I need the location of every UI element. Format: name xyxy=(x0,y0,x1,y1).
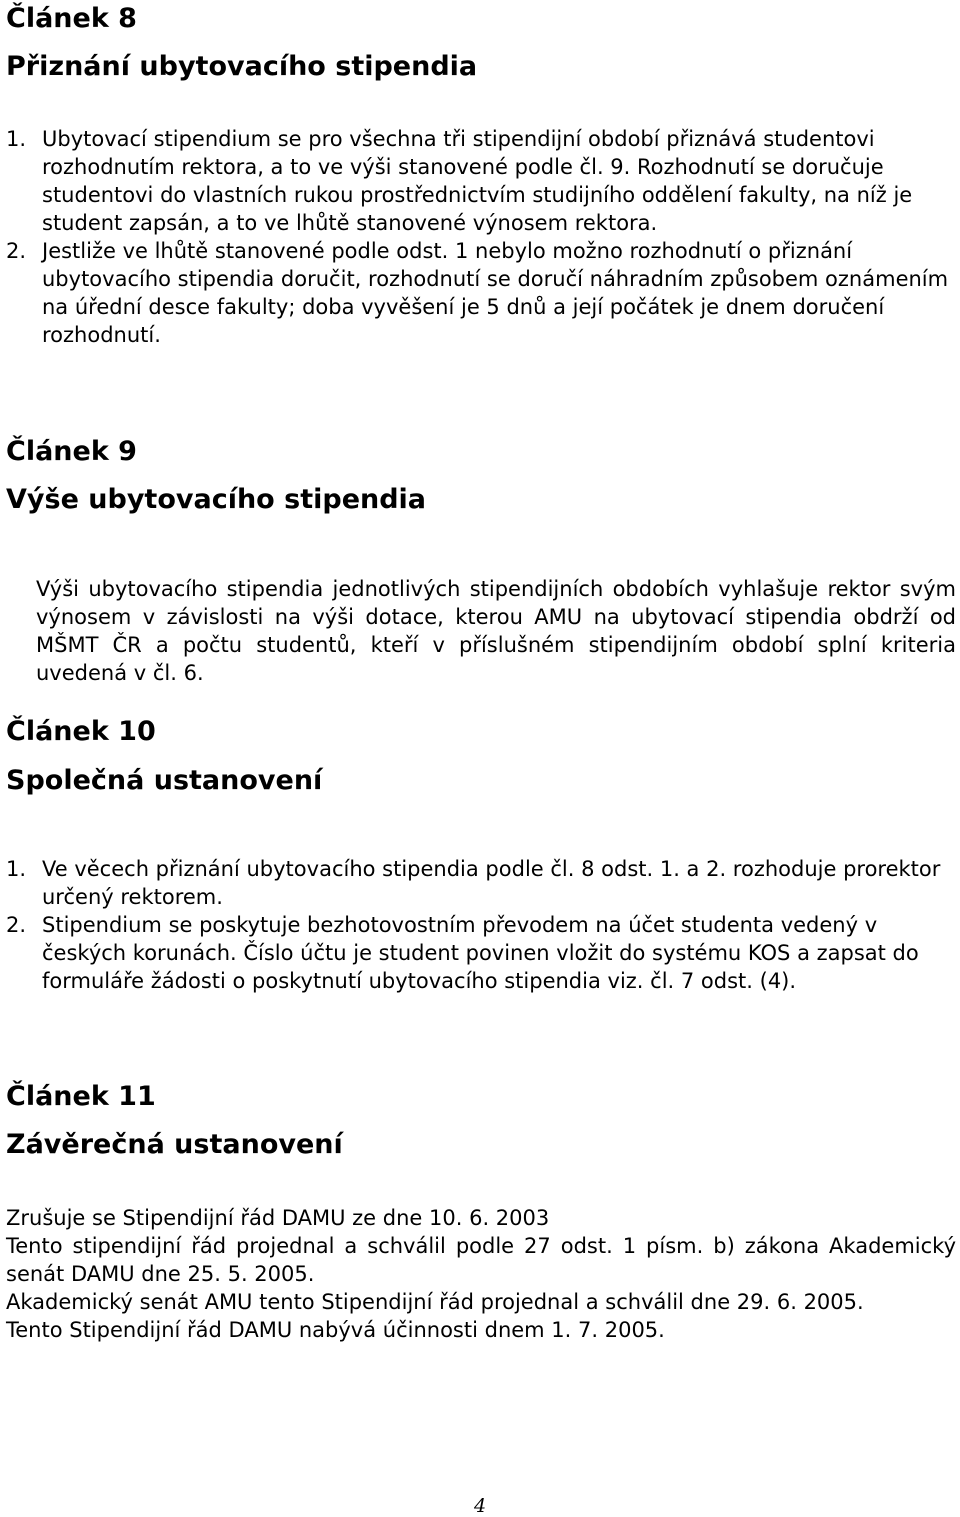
article-9-title: Výše ubytovacího stipendia xyxy=(6,484,427,515)
list-item-number: 2. xyxy=(6,239,27,263)
list-item-text: Stipendium se poskytuje bezhotovostním převodem na účet studenta vedený v českých korunách. Číslo účtu je student povinen vložit do systému KOS a zapsat do formuláře žádosti o poskytnutí ubytovacího stipendia viz. čl. 7 odst. (4). xyxy=(42,913,919,993)
page-number: 4 xyxy=(473,1495,487,1517)
list-item-number: 1. xyxy=(6,127,27,151)
article-8-list xyxy=(6,125,951,349)
closing-line: Akademický senát AMU tento Stipendijní řád projednal a schválil dne 29. 6. 2005. xyxy=(6,1290,864,1314)
article-9-paragraph: Výši ubytovacího stipendia jednotlivých stipendijních obdobích vyhlašuje rektor svým výnosem v závislosti na výši dotace, kterou AMU na ubytovací stipendia obdrží od MŠMT ČR a počtu studentů, kteří v příslušném stipendijním období splní kriteria uvedená v čl. 6. xyxy=(36,577,956,685)
list-item-text: Ubytovací stipendium se pro všechna tři stipendijní období přiznává studentovi rozhodnutím rektora, a to ve výši stanovené podle čl. 9. Rozhodnutí se doručuje studentovi do vlastních rukou prostřednictvím studijního oddělení fakulty, na níž je student zapsán, a to ve lhůtě stanovené výnosem rektora. xyxy=(42,127,913,235)
article-8-title: Přiznání ubytovacího stipendia xyxy=(6,51,478,82)
list-item-text: Ve věcech přiznání ubytovacího stipendia podle čl. 8 odst. 1. a 2. rozhoduje prorektor určený rektorem. xyxy=(42,857,941,909)
closing-line: Zrušuje se Stipendijní řád DAMU ze dne 10. 6. 2003 xyxy=(6,1206,550,1230)
article-9-heading: Článek 9 xyxy=(6,436,137,467)
list-item xyxy=(6,911,951,995)
article-11-title: Závěrečná ustanovení xyxy=(6,1129,343,1160)
article-10-title: Společná ustanovení xyxy=(6,765,323,796)
article-11-heading: Článek 11 xyxy=(6,1081,156,1112)
list-item xyxy=(6,855,951,911)
list-item-number: 1. xyxy=(6,857,27,881)
list-item-text: Jestliže ve lhůtě stanovené podle odst. 1 nebylo možno rozhodnutí o přiznání ubytovacího stipendia doručit, rozhodnutí se doručí náhradním způsobem oznámením na úřední desce fakulty; doba vyvěšení je 5 dnů a její počátek je dnem doručení rozhodnutí. xyxy=(42,239,949,347)
list-item-number: 2. xyxy=(6,913,27,937)
article-11-text xyxy=(6,1204,956,1344)
list-item xyxy=(6,125,951,237)
article-8-heading: Článek 8 xyxy=(6,3,137,34)
article-10-list xyxy=(6,855,951,995)
list-item xyxy=(6,237,951,349)
closing-line: Tento stipendijní řád projednal a schválil podle 27 odst. 1 písm. b) zákona Akademický senát DAMU dne 25. 5. 2005. xyxy=(6,1234,956,1286)
article-10-heading: Článek 10 xyxy=(6,716,156,747)
closing-line: Tento Stipendijní řád DAMU nabývá účinnosti dnem 1. 7. 2005. xyxy=(6,1318,665,1342)
